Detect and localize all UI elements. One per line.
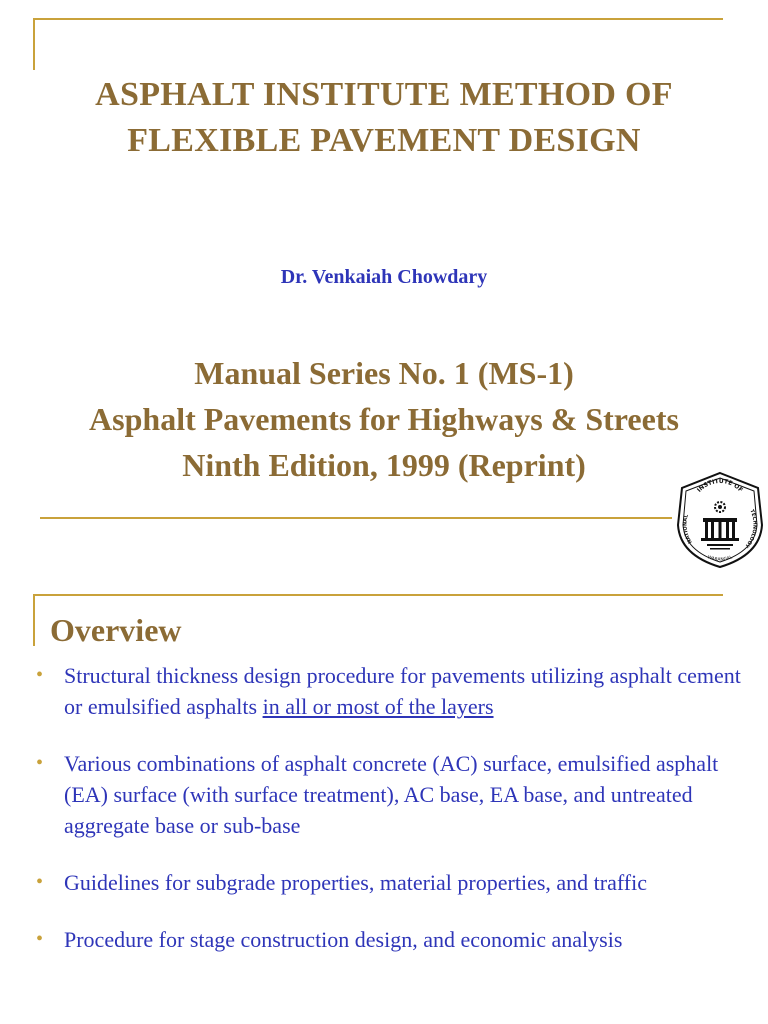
slide2-top-rule <box>33 594 723 596</box>
slide1-left-rule <box>33 18 35 70</box>
slide1-top-rule <box>33 18 723 20</box>
manual-line-3: Ninth Edition, 1999 (Reprint) <box>182 447 586 483</box>
title-line-2: FLEXIBLE PAVEMENT DESIGN <box>127 122 641 159</box>
seal-text-left: NATIONAL <box>682 513 694 545</box>
slide-title <box>0 72 768 164</box>
institute-seal-icon <box>675 470 765 570</box>
bullet-underlined-text: in all or most of the layers <box>262 694 494 719</box>
overview-bullet-list <box>36 660 751 955</box>
bullet-dot-icon: • <box>36 928 44 950</box>
manual-line-1: Manual Series No. 1 (MS-1) <box>194 355 574 391</box>
bullet-item <box>36 748 751 841</box>
bullet-item <box>36 660 751 722</box>
bullet-item <box>36 867 751 898</box>
bullet-text: Guidelines for subgrade properties, material properties, and traffic <box>64 870 647 895</box>
seal-text-top: INSTITUTE OF <box>695 477 745 494</box>
seal-text-bottom: WARANGAL <box>706 555 734 563</box>
overview-heading: Overview <box>50 612 182 648</box>
author-name: Dr. Venkaiah Chowdary <box>280 266 488 288</box>
bullet-text: Structural thickness design procedure for pavements utilizing asphalt cement or emulsified asphalts <box>64 663 741 719</box>
title-line-1: ASPHALT INSTITUTE METHOD OF <box>95 76 673 113</box>
bullet-dot-icon: • <box>36 871 44 893</box>
manual-info <box>0 350 768 488</box>
bullet-item <box>36 924 751 955</box>
seal-text-right: TECHNOLOGY <box>743 508 758 549</box>
bullet-text: Various combinations of asphalt concrete (AC) surface, emulsified asphalt (EA) surface (with surface treatment), AC base, EA base, and untreated aggregate base or sub-base <box>64 751 719 838</box>
manual-line-2: Asphalt Pavements for Highways & Streets <box>89 401 679 437</box>
bullet-dot-icon: • <box>36 664 44 686</box>
slide2-left-rule <box>33 594 35 646</box>
bullet-dot-icon: • <box>36 752 44 774</box>
bullet-text: Procedure for stage construction design, and economic analysis <box>64 927 623 952</box>
slide1-bottom-rule <box>40 517 672 519</box>
